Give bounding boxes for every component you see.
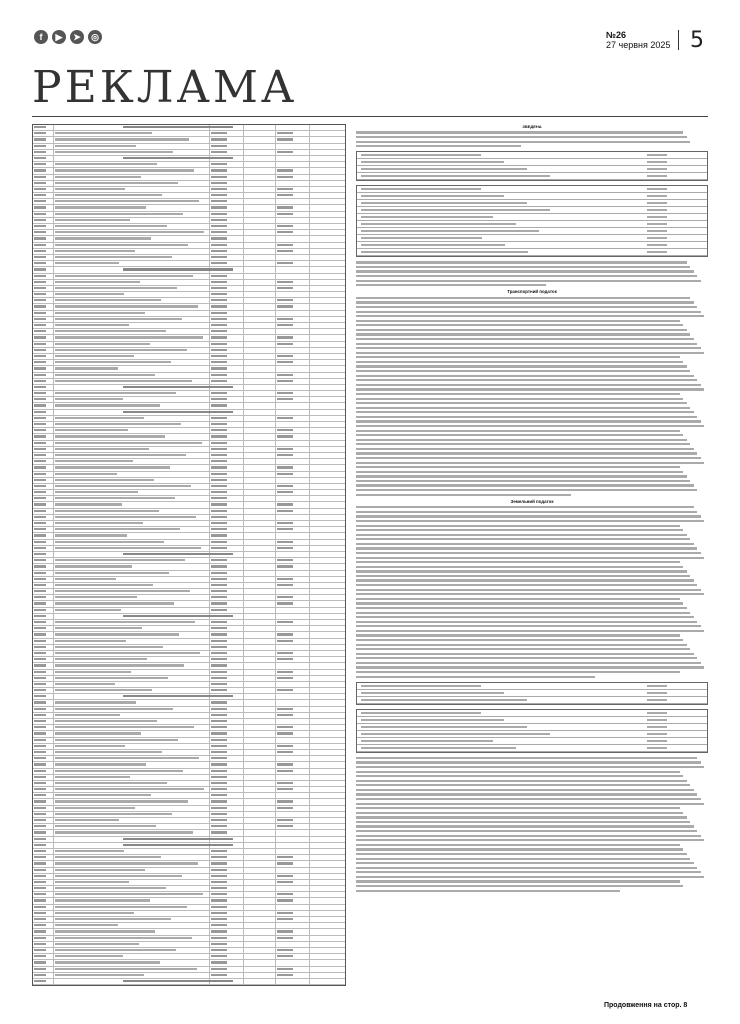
- notice-column: [356, 124, 708, 894]
- text-line: [356, 570, 687, 572]
- section-heading: Транспортний податок: [507, 289, 557, 295]
- text-line: [356, 306, 697, 308]
- text-line: [356, 871, 701, 873]
- text-line: [356, 280, 701, 282]
- page-number: 5: [690, 28, 704, 53]
- text-line: [356, 347, 701, 349]
- rubric-title: РЕКЛАМА: [32, 62, 298, 113]
- text-line: [356, 475, 687, 477]
- table-row: [357, 200, 707, 207]
- text-line: [356, 430, 680, 432]
- text-line: [356, 136, 687, 138]
- table-row: [357, 193, 707, 200]
- text-line: [356, 598, 680, 600]
- text-line: [356, 384, 701, 386]
- text-line: [356, 552, 701, 554]
- text-line: [356, 880, 680, 882]
- text-line: [356, 338, 694, 340]
- text-line: [356, 145, 521, 147]
- notice-table: [356, 151, 708, 181]
- text-line: [356, 543, 694, 545]
- text-line: [356, 821, 690, 823]
- text-line: [356, 793, 697, 795]
- text-line: [356, 356, 680, 358]
- text-line: [356, 365, 687, 367]
- text-line: [356, 398, 683, 400]
- text-line: [356, 480, 690, 482]
- table-row: [357, 717, 707, 724]
- section-heading: Земельний податок: [510, 498, 554, 504]
- text-line: [356, 798, 701, 800]
- text-line: [356, 407, 690, 409]
- text-line: [356, 393, 680, 395]
- text-line: [356, 425, 704, 427]
- text-line: [356, 484, 694, 486]
- text-line: [356, 761, 701, 763]
- text-line: [356, 520, 704, 522]
- table-row: [357, 166, 707, 173]
- text-line: [356, 434, 683, 436]
- text-line: [356, 858, 690, 860]
- text-line: [356, 261, 687, 263]
- header-rule: [32, 116, 708, 117]
- text-line: [356, 853, 687, 855]
- text-line: [356, 812, 683, 814]
- notice-table: [356, 185, 708, 257]
- table-row: [357, 235, 707, 242]
- text-line: [356, 439, 687, 441]
- text-line: [356, 352, 704, 354]
- table-row: [357, 683, 707, 690]
- text-line: [356, 807, 680, 809]
- text-line: [356, 266, 690, 268]
- text-line: [356, 557, 704, 559]
- text-line: [356, 771, 680, 773]
- text-line: [356, 867, 697, 869]
- text-line: [356, 511, 697, 513]
- text-line: [356, 775, 683, 777]
- text-line: [356, 443, 690, 445]
- text-line: [356, 803, 704, 805]
- table-row: [357, 738, 707, 745]
- text-line: [356, 644, 687, 646]
- text-line: [356, 848, 683, 850]
- text-line: [356, 284, 546, 286]
- table-row: [357, 731, 707, 738]
- text-line: [356, 324, 683, 326]
- text-line: [356, 311, 701, 313]
- table-row: [357, 697, 707, 704]
- text-line: [356, 890, 620, 892]
- text-line: [356, 343, 697, 345]
- text-line: [356, 653, 694, 655]
- text-line: [356, 489, 697, 491]
- text-line: [356, 607, 687, 609]
- table-row: [357, 710, 707, 717]
- text-line: [356, 416, 697, 418]
- youtube-icon[interactable]: ▶: [52, 30, 66, 44]
- table-row: [357, 724, 707, 731]
- text-line: [356, 297, 690, 299]
- text-line: [356, 666, 704, 668]
- text-line: [356, 616, 694, 618]
- text-line: [356, 885, 683, 887]
- text-line: [356, 589, 701, 591]
- text-line: [356, 538, 690, 540]
- table-row: [357, 159, 707, 166]
- table-row: [357, 152, 707, 159]
- table-row: [357, 228, 707, 235]
- text-line: [356, 466, 680, 468]
- social-icons: [34, 30, 102, 44]
- text-line: [356, 370, 690, 372]
- text-line: [356, 630, 704, 632]
- text-line: [356, 625, 701, 627]
- text-line: [356, 657, 697, 659]
- table-row: [357, 690, 707, 697]
- text-line: [356, 766, 704, 768]
- text-line: [356, 825, 694, 827]
- text-line: [356, 529, 683, 531]
- text-line: [356, 602, 683, 604]
- header-divider: [678, 30, 679, 50]
- text-line: [356, 375, 694, 377]
- rates-table: [32, 124, 346, 986]
- text-line: [356, 275, 697, 277]
- text-line: [356, 566, 683, 568]
- text-line: [356, 270, 694, 272]
- text-line: [356, 575, 690, 577]
- text-line: [356, 411, 694, 413]
- text-line: [356, 547, 697, 549]
- text-line: [356, 420, 701, 422]
- table-row: [33, 985, 345, 986]
- text-line: [356, 634, 680, 636]
- text-line: [356, 452, 697, 454]
- text-line: [356, 671, 680, 673]
- text-line: [356, 593, 704, 595]
- text-line: [356, 301, 694, 303]
- table-row: [357, 242, 707, 249]
- text-line: [356, 789, 694, 791]
- text-line: [356, 816, 687, 818]
- notice-table: [356, 682, 708, 705]
- text-line: [356, 525, 680, 527]
- issue-date: 27 червня 2025: [606, 40, 671, 50]
- instagram-icon[interactable]: ◎: [88, 30, 102, 44]
- notice-table: [356, 709, 708, 753]
- text-line: [356, 784, 690, 786]
- text-line: [356, 329, 687, 331]
- text-line: [356, 448, 694, 450]
- continuation-note: Продовження на стор. 8: [604, 1002, 688, 1009]
- text-line: [356, 361, 683, 363]
- text-line: [356, 621, 697, 623]
- table-row: [357, 173, 707, 180]
- text-line: [356, 830, 697, 832]
- text-line: [356, 839, 704, 841]
- text-line: [356, 862, 694, 864]
- text-line: [356, 471, 683, 473]
- text-line: [356, 534, 687, 536]
- text-line: [356, 388, 704, 390]
- issue-number: №26: [606, 30, 627, 40]
- table-row: [357, 186, 707, 193]
- text-line: [356, 612, 690, 614]
- notice-heading: ЗВЕДЕНА: [522, 124, 542, 129]
- text-line: [356, 648, 690, 650]
- text-line: [356, 844, 680, 846]
- text-line: [356, 662, 701, 664]
- table-row: [357, 207, 707, 214]
- text-line: [356, 676, 595, 678]
- text-line: [356, 876, 704, 878]
- text-line: [356, 462, 704, 464]
- text-line: [356, 561, 680, 563]
- table-row: [357, 745, 707, 752]
- text-line: [356, 333, 690, 335]
- text-line: [356, 757, 697, 759]
- text-line: [356, 457, 701, 459]
- text-line: [356, 141, 690, 143]
- text-line: [356, 579, 694, 581]
- issue-info: [606, 30, 670, 50]
- text-line: [356, 584, 697, 586]
- telegram-icon[interactable]: ➤: [70, 30, 84, 44]
- text-line: [356, 131, 683, 133]
- text-line: [356, 402, 687, 404]
- text-line: [356, 315, 704, 317]
- facebook-icon[interactable]: f: [34, 30, 48, 44]
- table-row: [357, 214, 707, 221]
- text-line: [356, 639, 683, 641]
- table-row: [357, 221, 707, 228]
- text-line: [356, 494, 571, 496]
- table-row: [357, 249, 707, 256]
- text-line: [356, 515, 701, 517]
- text-line: [356, 320, 680, 322]
- text-line: [356, 835, 701, 837]
- text-line: [356, 379, 697, 381]
- text-line: [356, 506, 694, 508]
- text-line: [356, 780, 687, 782]
